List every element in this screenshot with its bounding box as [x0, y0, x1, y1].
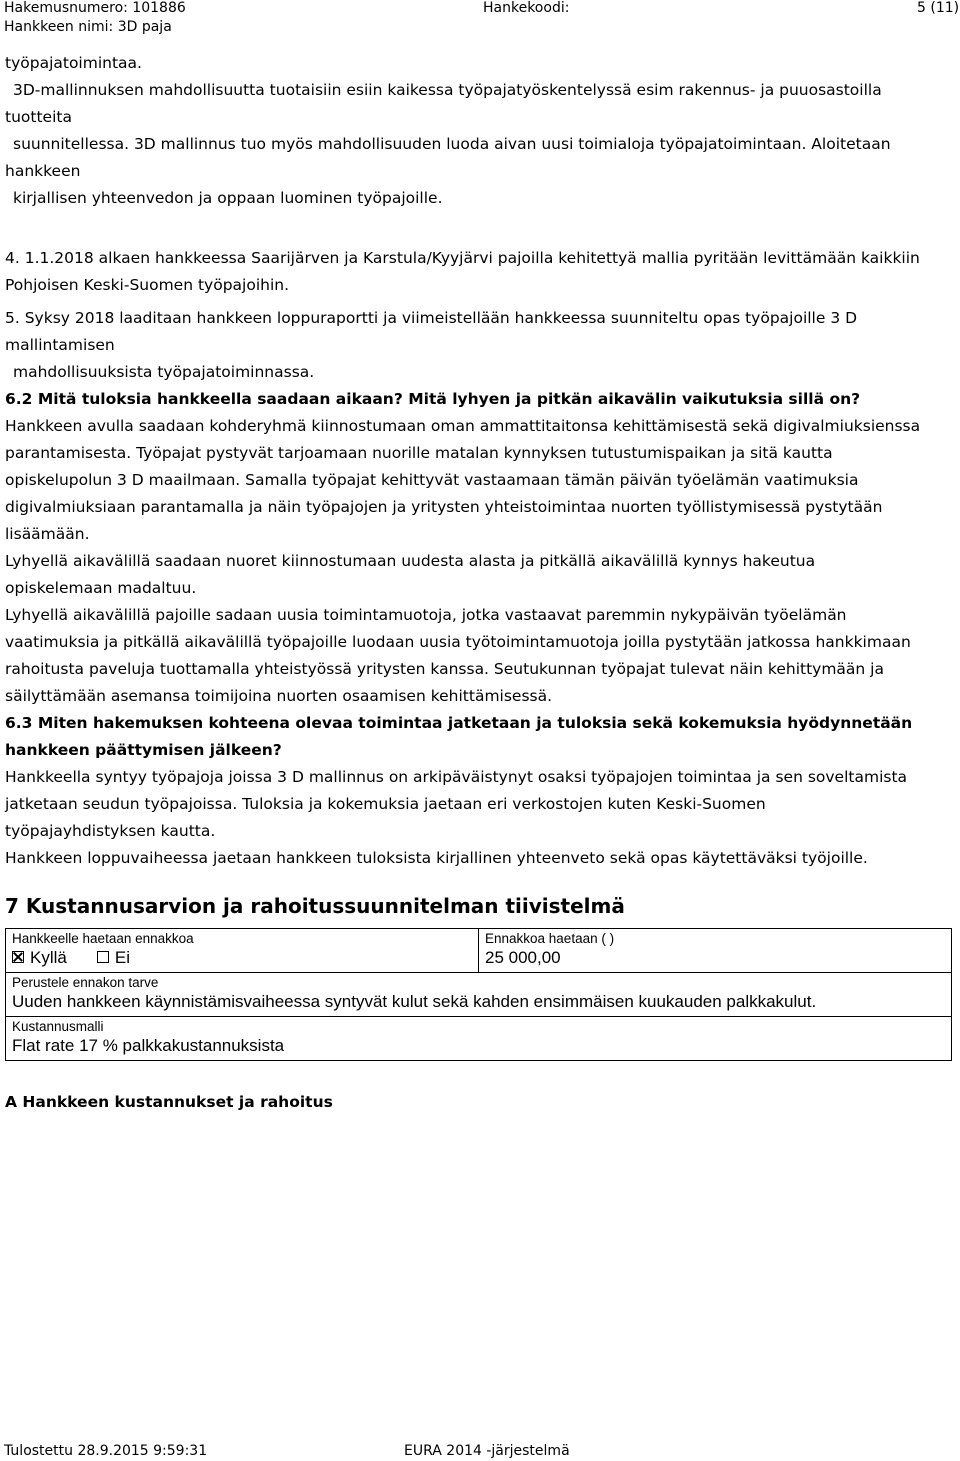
yes-checkbox-icon[interactable] — [12, 951, 24, 963]
cost-model-value: Flat rate 17 % palkkakustannuksista — [12, 1036, 285, 1055]
section-6-2-line: rahoitusta paveluja tuottamalla yhteistyössä yritysten kanssa. Seutukunnan työpajat tulevat näin kehittymään ja — [5, 660, 884, 678]
section-6-2-line: säilyttämään asemansa toimijoina nuorten osaamisen kehittämisessä. — [5, 687, 553, 705]
advance-table — [5, 928, 952, 1061]
section-6-2-heading: 6.2 Mitä tuloksia hankkeella saadaan aikaan? Mitä lyhyen ja pitkän aikavälin vaikutuksia sillä on? — [5, 390, 861, 408]
section-6-2-line: opiskelemaan madaltuu. — [5, 579, 197, 597]
yes-label: Kyllä — [30, 948, 67, 967]
intro-line-3: tuotteita — [5, 108, 72, 126]
justify-value: Uuden hankkeen käynnistämisvaiheessa syntyvät kulut sekä kahden ensimmäisen kuukauden palkkakulut. — [12, 992, 817, 1011]
section-a-heading: A Hankkeen kustannukset ja rahoitus — [5, 1093, 333, 1111]
cost-model-label: Kustannusmalli — [12, 1019, 104, 1034]
advance-amount-cell — [479, 929, 952, 973]
project-code: Hankekoodi: — [483, 0, 570, 16]
section-6-3-line: jatketaan seudun työpajoissa. Tuloksia ja kokemuksia jaetaan eri verkostojen kuten Keski-Suomen — [5, 795, 766, 813]
no-label: Ei — [114, 948, 130, 967]
advance-amount-label: Ennakkoa haetaan ( ) — [485, 931, 615, 946]
justify-cell — [6, 973, 952, 1017]
section-6-3-text — [5, 764, 955, 872]
section-6-3-heading-line-2: hankkeen päättymisen jälkeen? — [5, 741, 282, 759]
section-6-3-line: Hankkeen loppuvaiheessa jaetaan hankkeen tuloksista kirjallinen yhteenveto sekä opas käytettäväksi työjoille. — [5, 849, 868, 867]
section-6-2-line: Hankkeen avulla saadaan kohderyhmä kiinnostumaan oman ammattitaitonsa kehittämisestä sekä digivalmiuksienssa — [5, 417, 921, 435]
footer-system: EURA 2014 -järjestelmä — [404, 1443, 570, 1459]
section-6-2-text — [5, 413, 955, 710]
cost-model-cell — [6, 1017, 952, 1061]
intro-line-6: kirjallisen yhteenvedon ja oppaan luominen työpajoille. — [13, 189, 443, 207]
item-5-line-3: mahdollisuuksista työpajatoiminnassa. — [13, 363, 315, 381]
advance-request-options — [12, 947, 472, 969]
section-6-2-line: parantamisesta. Työpajat pystyvät tarjoamaan nuorille matalan kynnyksen tutustumispaikan ja sitä kautta — [5, 444, 833, 462]
item-4-line-1: 4. 1.1.2018 alkaen hankkeessa Saarijärven ja Karstula/Kyyjärvi pajoilla kehitettyä mallia pyritään levittämään kaikkiin — [5, 249, 920, 267]
section-6-2-line: vaatimuksia ja pitkällä aikavälillä työpajoille luodaan uusia työtoimintamuotoja joilla pystytään jatkossa hankkimaan — [5, 633, 911, 651]
advance-amount-value: 25 000,00 — [485, 948, 561, 967]
section-7-heading: 7 Kustannusarvion ja rahoitussuunnitelman tiivistelmä — [5, 894, 625, 918]
item-4-line-2: Pohjoisen Keski-Suomen työpajoihin. — [5, 276, 290, 294]
advance-request-cell — [6, 929, 479, 973]
page-number: 5 (11) — [917, 0, 960, 16]
project-name: Hankkeen nimi: 3D paja — [4, 19, 172, 35]
document-body — [5, 50, 955, 1116]
section-6-2-line: Lyhyellä aikavälillä pajoille sadaan uusia toimintamuotoja, jotka vastaavat paremmin nykypäivän työelämän — [5, 606, 847, 624]
item-5-line-2: mallintamisen — [5, 336, 115, 354]
no-checkbox-icon[interactable] — [97, 951, 109, 963]
section-6-3-line: työpajayhdistyksen kautta. — [5, 822, 216, 840]
intro-line-2: 3D-mallinnuksen mahdollisuutta tuotaisiin esiin kaikessa työpajatyöskentelyssä esim rakennus- ja puuosastoilla — [13, 81, 882, 99]
intro-line-4: suunnitellessa. 3D mallinnus tuo myös mahdollisuuden luoda aivan uusi toimialoja työpajatoimintaan. Aloitetaan — [13, 135, 891, 153]
section-6-2-line: digivalmiuksiaan parantamalla ja näin työpajojen ja yritysten yhteistoimintaa nuorten työllistymisessä pystytään — [5, 498, 883, 516]
justify-label: Perustele ennakon tarve — [12, 975, 159, 990]
section-6-2-line: opiskelupolun 3 D maailmaan. Samalla työpajat kehittyvät vastaamaan tämän päivän työelämän vaatimuksia — [5, 471, 859, 489]
item-5-line-1: 5. Syksy 2018 laaditaan hankkeen loppuraportti ja viimeistellään hankkeessa suunniteltu opas työpajoille 3 D — [5, 309, 858, 327]
intro-line-5: hankkeen — [5, 162, 81, 180]
advance-request-label: Hankkeelle haetaan ennakkoa — [12, 931, 194, 946]
section-6-3-heading-line-1: 6.3 Miten hakemuksen kohteena olevaa toimintaa jatketaan ja tuloksia sekä kokemuksia hyödynnetään — [5, 714, 913, 732]
section-6-2-line: Lyhyellä aikavälillä saadaan nuoret kiinnostumaan uudesta alasta ja pitkällä aikavälillä kynnys hakeutua — [5, 552, 816, 570]
footer-printed: Tulostettu 28.9.2015 9:59:31 — [4, 1443, 208, 1459]
intro-line-1: työpajatoimintaa. — [5, 54, 142, 72]
section-6-2-line: lisäämään. — [5, 525, 90, 543]
section-6-3-line: Hankkeella syntyy työpajoja joissa 3 D mallinnus on arkipäväistynyt osaksi työpajojen toimintaa ja sen soveltamista — [5, 768, 908, 786]
application-number: Hakemusnumero: 101886 — [4, 0, 186, 16]
